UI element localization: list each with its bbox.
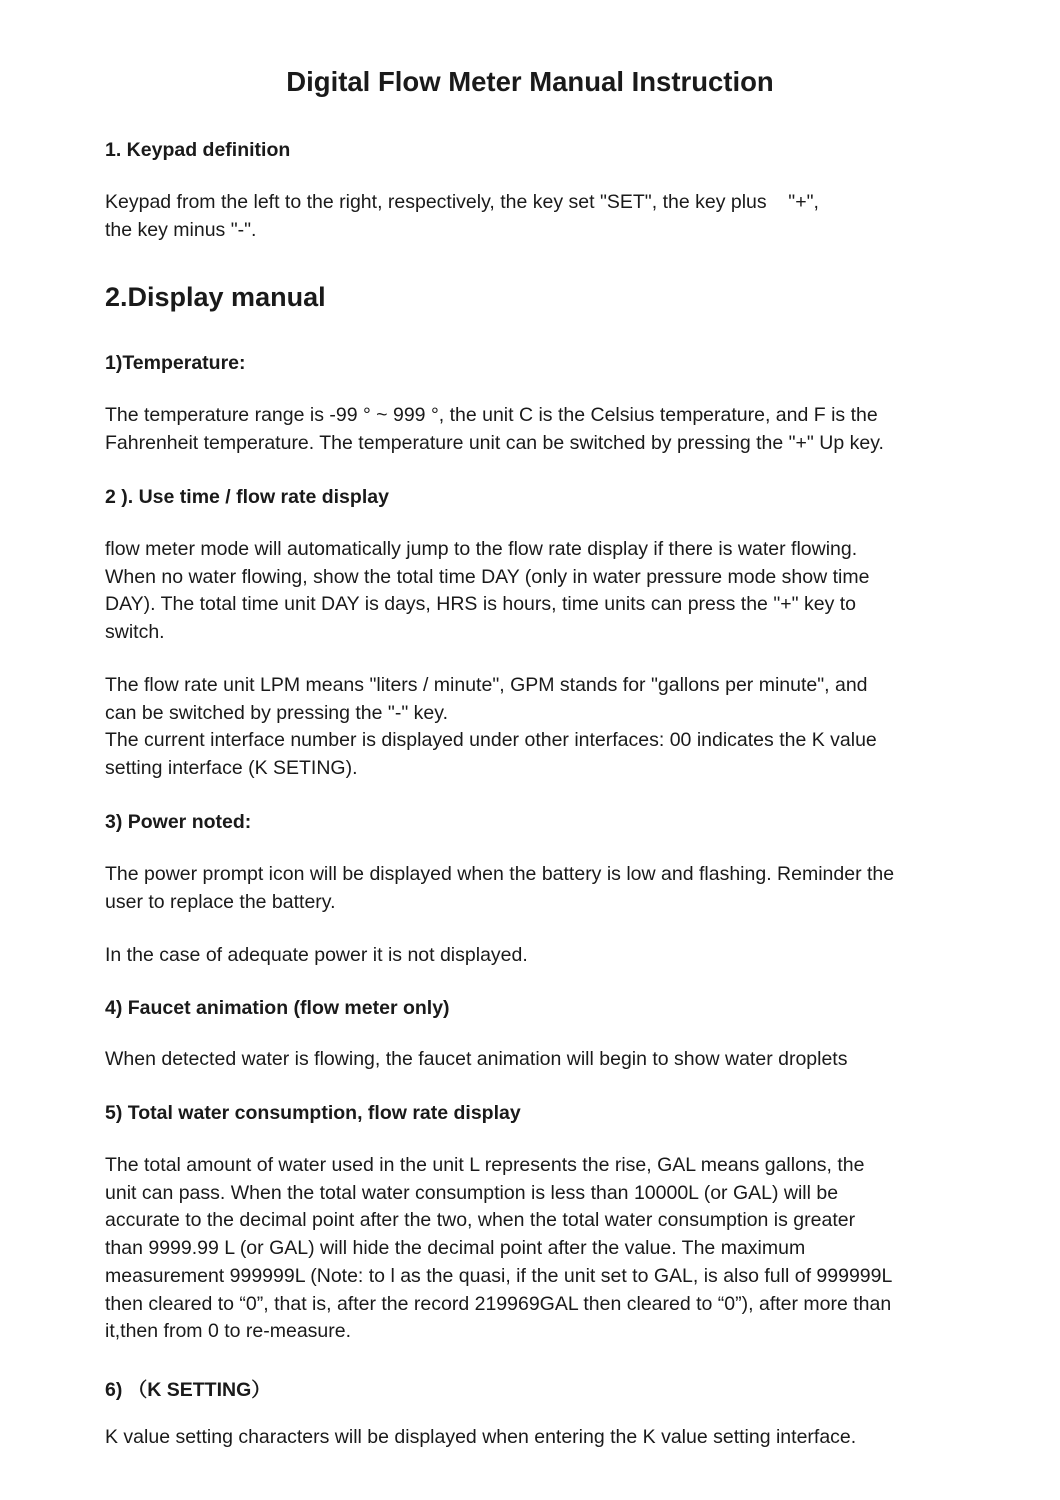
text-line: When no water flowing, show the total time DAY (only in water pressure mode show time <box>105 565 870 588</box>
text-line: the key minus "-". <box>105 218 257 241</box>
k-setting-heading: 6) （K SETTING） <box>105 1379 271 1401</box>
text-line: unit can pass. When the total water consumption is less than 10000L (or GAL) will be <box>105 1181 839 1204</box>
text-line: setting interface (K SETING). <box>105 757 358 780</box>
text-line: The total amount of water used in the unit L represents the rise, GAL means gallons, the <box>105 1154 865 1176</box>
power-paragraph-1 <box>105 861 894 916</box>
temperature-paragraph <box>105 402 884 457</box>
use-time-paragraph-2 <box>105 672 877 783</box>
text-line: The current interface number is displayed under other interfaces: 00 indicates the K value <box>105 729 877 752</box>
text-line: The temperature range is -99 ° ~ 999 °, the unit C is the Celsius temperature, and F is the <box>105 404 878 426</box>
use-time-heading: 2 ). Use time / flow rate display <box>105 486 389 508</box>
text-line: then cleared to “0”, that is, after the record 219969GAL then cleared to “0”), after more than <box>105 1292 892 1315</box>
text-line: user to replace the battery. <box>105 890 336 913</box>
faucet-paragraph <box>105 1046 847 1074</box>
text-line: DAY). The total time unit DAY is days, HRS is hours, time units can press the "+" key to <box>105 593 856 616</box>
keypad-paragraph <box>105 189 819 244</box>
text-line: When detected water is flowing, the faucet animation will begin to show water droplets <box>105 1048 848 1070</box>
power-heading: 3) Power noted: <box>105 811 252 833</box>
text-line: In the case of adequate power it is not displayed. <box>105 944 528 966</box>
text-line: accurate to the decimal point after the two, when the total water consumption is greater <box>105 1209 856 1232</box>
total-water-heading: 5) Total water consumption, flow rate display <box>105 1102 521 1124</box>
power-paragraph-2 <box>105 942 528 970</box>
text-line: switch. <box>105 621 165 644</box>
temperature-heading: 1)Temperature: <box>105 352 246 374</box>
text-line: The flow rate unit LPM means "liters / minute", GPM stands for "gallons per minute", and <box>105 674 868 696</box>
text-line: Keypad from the left to the right, respectively, the key set "SET", the key plus "+", <box>105 191 819 213</box>
use-time-paragraph-1 <box>105 536 869 647</box>
text-line: Fahrenheit temperature. The temperature unit can be switched by pressing the "+" Up key. <box>105 431 884 454</box>
document-title: Digital Flow Meter Manual Instruction <box>286 66 774 97</box>
faucet-heading: 4) Faucet animation (flow meter only) <box>105 997 450 1019</box>
text-line: can be switched by pressing the "-" key. <box>105 701 448 724</box>
total-water-paragraph <box>105 1152 892 1346</box>
display-manual-heading: 2.Display manual <box>105 282 326 312</box>
text-line: The power prompt icon will be displayed when the battery is low and flashing. Reminder the <box>105 863 895 885</box>
k-setting-paragraph <box>105 1424 856 1452</box>
text-line: than 9999.99 L (or GAL) will hide the decimal point after the value. The maximum <box>105 1237 806 1260</box>
keypad-heading: 1. Keypad definition <box>105 139 291 161</box>
text-line: it,then from 0 to re-measure. <box>105 1320 352 1343</box>
text-line: K value setting characters will be displayed when entering the K value setting interface. <box>105 1426 857 1448</box>
text-line: measurement 999999L (Note: to l as the quasi, if the unit set to GAL, is also full of 999999L <box>105 1264 893 1287</box>
text-line: flow meter mode will automatically jump to the flow rate display if there is water flowing. <box>105 538 858 560</box>
